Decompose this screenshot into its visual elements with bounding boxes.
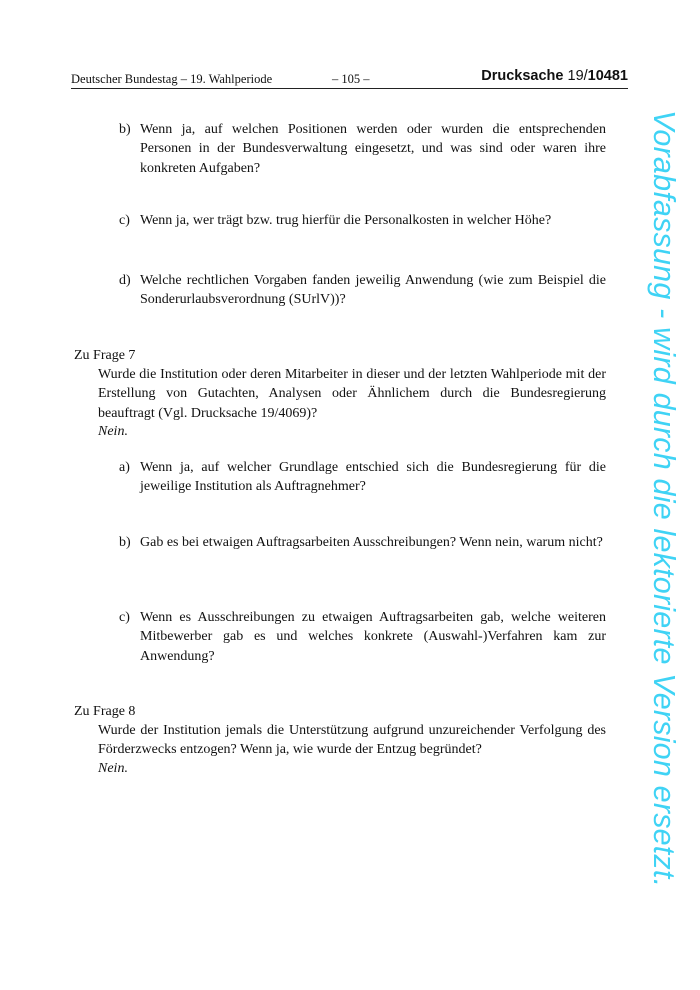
document-label: Drucksache [481, 68, 568, 84]
page-header [71, 68, 628, 89]
question-8-label: Zu Frage 8 [74, 704, 136, 719]
document-number [481, 68, 628, 84]
q6c-text: Wenn ja, wer trägt bzw. trug hierfür die Personalkosten in welcher Höhe? [140, 213, 552, 228]
q6b-text: Wenn ja, auf welchen Positionen werden oder wurden die entsprechenden Personen in der Bundesverwaltung eingesetzt, und was sind oder waren ihre konkreten Aufgaben? [140, 122, 606, 176]
q7c-marker: c) [119, 610, 130, 625]
q6c-marker: c) [119, 213, 130, 228]
page-number: – 105 – [332, 72, 370, 86]
question-7-answer: Nein. [98, 424, 128, 439]
q6d-marker: d) [119, 273, 131, 288]
q7b-text: Gab es bei etwaigen Auftragsarbeiten Ausschreibungen? Wenn nein, warum nicht? [140, 535, 603, 550]
document-id: 10481 [587, 68, 628, 84]
question-7-text: Wurde die Institution oder deren Mitarbeiter in dieser und der letzten Wahlperiode mit der Erstellung von Gutachten, Analysen oder Ähnlichem durch die Bundesregierung beauftragt (Vgl. Drucksache 19/4069)? [98, 367, 606, 421]
header-publisher: Deutscher Bundestag – 19. Wahlperiode [71, 72, 273, 86]
document-prefix: 19/ [567, 68, 588, 84]
q7c-text: Wenn es Ausschreibungen zu etwaigen Auftragsarbeiten gab, welche weiteren Mitbewerber gab es und welches konkrete (Auswahl-)Verfahren kam zur Anwendung? [140, 610, 606, 664]
q7a-text: Wenn ja, auf welcher Grundlage entschied sich die Bundesregierung für die jeweilige Institution als Auftragnehmer? [140, 460, 606, 495]
q7b-marker: b) [119, 535, 131, 550]
question-8-text: Wurde der Institution jemals die Unterstützung aufgrund unzureichender Verfolgung des Förderzwecks entzogen? Wenn ja, wie wurde der Entzug begründet? [98, 723, 606, 758]
q6b-marker: b) [119, 122, 131, 137]
question-8-answer: Nein. [98, 761, 128, 776]
question-7-label: Zu Frage 7 [74, 348, 136, 363]
draft-watermark: Vorabfassung - wird durch die lektorierte Version ersetzt. [647, 110, 681, 888]
q7a-marker: a) [119, 460, 130, 475]
q6d-text: Welche rechtlichen Vorgaben fanden jeweilig Anwendung (wie zum Beispiel die Sonderurlaubsverordnung (SUrlV))? [140, 273, 606, 308]
